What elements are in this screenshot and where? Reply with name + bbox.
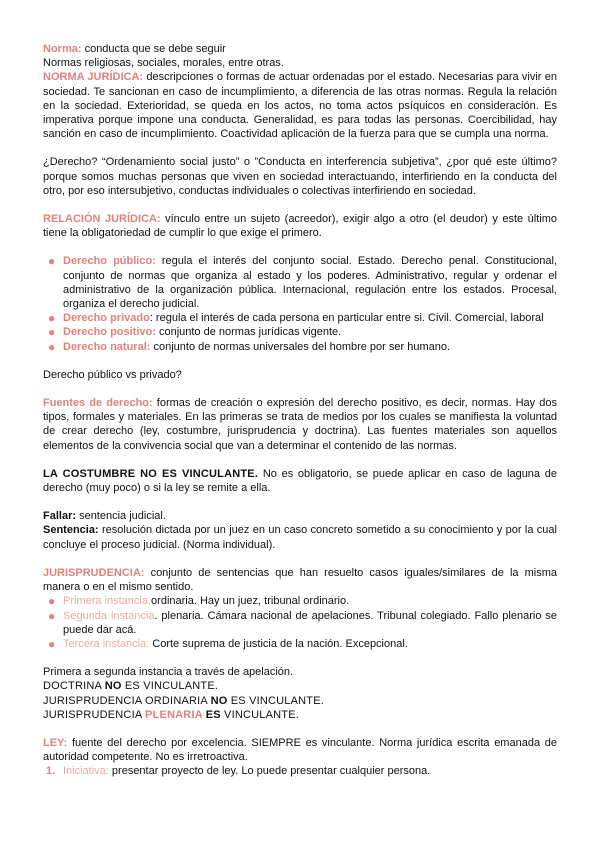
fuentes-definition [43,396,557,453]
jurisprudencia-text: conjunto de sentencias que han resuelto casos iguales/similares de la misma manera o en el mismo sentido. [43,566,557,594]
costumbre-text: No es obligatorio, se puede aplicar en caso de laguna de derecho (muy poco) o si la ley se remite a ella. [43,467,557,495]
list-item: ● Derecho privado: regula el interés de cada persona en particular entre si. Civil. Comercial, laboral [48,311,544,326]
derecho-question: ¿Derecho? “Ordenamiento social justo” o ”Conducta en interferencia subjetiva”, ¿por qué este último? porque somos muchas personas que viven en sociedad interactuando, interfiriendo en la conducta del otro, por eso intersubjetivo, conductas individuales o colectivas interfiriendo en sociedad. [43,156,557,197]
sentencia-definition [43,523,557,551]
relacion-juridica-label: RELACIÓN JURÍDICA: [43,213,161,226]
jurisprudencia-label: JURISPRUDENCIA: [43,566,145,579]
derecho-types-list [43,254,557,353]
relacion-juridica-text: vínculo entre un sujeto (acreedor), exigir algo a otro (el deudor) y este último tiene la obligatoriedad de cumplir lo que exige el primero. [43,213,557,240]
norma-definition [43,42,557,56]
norma-juridica-text: descripciones o formas de actuar ordenadas por el estado. Necesarias para vivir en sociedad. Te sancionan en caso de incumplimiento, a diferencia de las otras normas. Regula la relación en la sociedad. Exterioridad, se queda en los actos, no toma actos psíquicos en consideración. Es imperativa porque impone una conducta. Generalidad, es para todas las personas. Coercibilidad, hay sanción en caso de incumplimiento. Coactividad aplicación de la fuerza para que se cumpla una norma. [43,71,557,141]
apelacion-note: Primera a segunda instancia a través de apelación. [43,666,294,679]
ley-definition [43,736,557,764]
bullet-icon: ● [48,254,56,269]
jurisprudencia-definition [43,566,557,594]
ley-label: LEY: [43,736,68,749]
list-item: ● Derecho público: regula el interés del conjunto social. Estado. Derecho penal. Constitucional, conjunto de normas que organiza al estado y los poderes. Administrativo, regular y ordenar el administrativo de la organización pública. Internacional, regulación entre los estados. Procesal, organiza el derecho judicial. [48,254,557,311]
document-page [43,42,557,779]
bullet-icon: ● [48,311,56,326]
norma-text: conducta que se debe seguir [81,43,226,55]
norma-juridica-definition [43,70,557,141]
doctrina-note: DOCTRINA NO ES VINCULANTE. [43,680,219,693]
ley-text: fuente del derecho por excelencia. SIEMPRE es vinculante. Norma jurídica escrita emanada de autoridad competente. No es irretroactiva. [43,736,557,764]
fuentes-text: formas de creación o expresión del derecho positivo, es decir, normas. Hay dos tipos, formales y materiales. En las primeras se trata de medios por los cuales se manifiesta la voluntad de crear derecho (ley, costumbre, jurisprudencia y doctrina). Las fuentes materiales son aquellos elementos de la convivencia social que van a determinar el contenido de las normas. [43,397,558,452]
bullet-icon: ● [48,636,56,651]
bullet-icon: ● [48,594,56,609]
sentencia-text: resolución dictada por un juez en un caso concreto sometido a su conocimiento y por la cual concluye el proceso judicial. (Norma individual). [43,524,557,551]
ley-steps-list [43,764,557,778]
norma-examples: Normas religiosas, sociales, morales, entre otras. [43,57,284,70]
publico-vs-privado: Derecho público vs privado? [43,368,182,381]
jurisprudencia-plenaria-note: JURISPRUDENCIA PLENARIA ES VINCULANTE. [43,708,299,721]
bullet-icon: ● [48,608,56,623]
instancias-list [43,594,557,651]
jurisprudencia-ordinaria-note: JURISPRUDENCIA ORDINARIA NO ES VINCULANTE. [43,694,325,707]
fallar-text: sentencia judicial. [76,510,166,523]
list-item: 1. Iniciativa: presentar proyecto de ley. Lo puede presentar cualquier persona. [46,765,431,778]
bullet-icon: ● [48,339,56,354]
costumbre-note [43,467,557,495]
list-item: ● Primera instancia,ordinaria. Hay un juez, tribunal ordinario. [48,594,350,609]
norma-label: Norma: [43,43,82,55]
fuentes-label: Fuentes de derecho: [43,397,153,410]
fallar-label: Fallar: [43,510,77,523]
fallar-definition [43,509,557,523]
sentencia-label: Sentencia: [43,524,99,537]
list-item: ● Tercera instancia: Corte suprema de justicia de la nación. Excepcional. [48,636,408,651]
relacion-juridica-definition [43,212,557,240]
list-item: ● Derecho natural: conjunto de normas universales del hombre por ser humano. [48,339,451,354]
list-item: ● Segunda instancia. plenaria. Cámara nacional de apelaciones. Tribunal colegiado. Fallo plenario se puede dar acá. [48,608,557,636]
norma-juridica-label: NORMA JURÍDICA: [43,71,144,84]
bullet-icon: ● [48,325,56,340]
costumbre-label: LA COSTUMBRE NO ES VINCULANTE. [43,467,259,480]
list-item: ● Derecho positivo: conjunto de normas jurídicas vigente. [48,325,342,340]
